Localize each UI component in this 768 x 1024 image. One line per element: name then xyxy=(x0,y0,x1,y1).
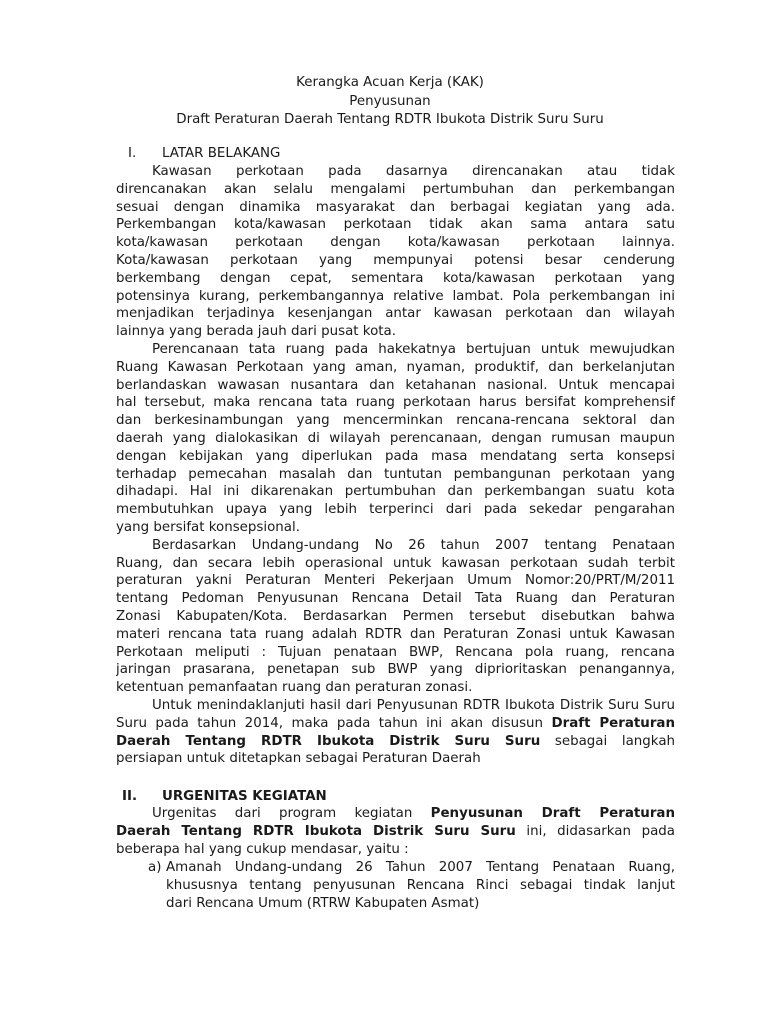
text-run: materi rencana tata ruang adalah RDTR dan Peraturan Zonasi untuk Kawasan xyxy=(116,626,675,642)
text-run: sesuai dengan dinamika masyarakat dan berbagai kegiatan yang ada. xyxy=(116,199,675,215)
text-run: kota/kawasan perkotaan dengan kota/kawasan perkotaan lainnya. xyxy=(116,235,675,251)
text-run: berlandaskan wawasan nusantara dan ketahanan nasional. Untuk mencapai xyxy=(116,377,675,393)
text-line xyxy=(116,590,675,608)
title-line-kak: Kerangka Acuan Kerja (KAK) xyxy=(296,75,484,90)
text-line xyxy=(116,288,675,306)
text-run: persiapan untuk ditetapkan sebagai Peraturan Daerah xyxy=(116,751,481,767)
text-run: Zonasi Kabupaten/Kota. Berdasarkan Permen tersebut disebutkan bahwa xyxy=(116,608,675,624)
text-line xyxy=(116,341,675,359)
text-line xyxy=(116,501,675,519)
text-line xyxy=(116,234,675,252)
section-title: LATAR BELAKANG xyxy=(162,146,281,161)
text-line xyxy=(116,626,675,644)
title-line-penyusunan: Penyusunan xyxy=(349,93,431,109)
title-line-draft: Draft Peraturan Daerah Tentang RDTR Ibukota Distrik Suru Suru xyxy=(176,112,604,127)
text-line xyxy=(116,572,675,590)
text-line: Amanah Undang-undang 26 Tahun 2007 Tentang Penataan Ruang, xyxy=(166,860,675,875)
text-line xyxy=(116,608,675,626)
section-body-latar-belakang xyxy=(116,163,675,768)
text-line xyxy=(116,270,675,288)
text-line xyxy=(116,483,675,501)
text-run: Berdasarkan Undang-undang No 26 tahun 2007 tentang Penataan xyxy=(152,537,675,553)
text-run: berkembang dengan cepat, sementara kota/kawasan perkotaan yang xyxy=(116,270,675,286)
text-line xyxy=(116,466,675,484)
list-item-label: a) xyxy=(148,860,162,875)
text-run: Ruang Kawasan Perkotaan yang aman, nyaman, produktif, dan berkelanjutan xyxy=(116,359,675,375)
text-line xyxy=(116,163,675,181)
text-run: Ruang, dan secara lebih operasional untuk kawasan perkotaan sudah terbit xyxy=(116,555,675,571)
text-line: khususnya tentang penyusunan Rencana Rinci sebagai tindak lanjut xyxy=(166,877,675,893)
text-line xyxy=(116,733,675,751)
text-run: yang bersifat konsepsional. xyxy=(116,519,300,535)
text-run: peraturan yakni Peraturan Menteri Pekerjaan Umum Nomor:20/PRT/M/2011 xyxy=(116,573,675,589)
text-run: menjadikan terjadinya kesenjangan antar kawasan perkotaan dan wilayah xyxy=(116,306,675,322)
text-run: dihadapi. Hal ini dikarenakan pertumbuhan dan perkembangan suatu kota xyxy=(116,484,675,500)
text-run: dan berkesinambungan yang mencerminkan rencana-rencana sektoral dan xyxy=(116,413,675,429)
text-run: hal tersebut, maka rencana tata ruang perkotaan harus bersifat komprehensif xyxy=(116,395,675,411)
text-line xyxy=(116,715,675,733)
text-run: ketentuan pemanfaatan ruang dan peraturan zonasi. xyxy=(116,680,473,696)
text-run: Urgenitas dari program kegiatan xyxy=(152,806,431,821)
text-run: tentang Pedoman Penyusunan Rencana Detail Tata Ruang dan Peraturan xyxy=(116,591,675,607)
text-run: dengan kebijakan yang diperlukan pada masa mendatang serta konsepsi xyxy=(116,448,675,464)
text-run: Perkembangan kota/kawasan perkotaan tidak akan sama antara satu xyxy=(116,217,675,233)
text-line xyxy=(116,823,675,841)
section-body-urgenitas xyxy=(116,805,675,858)
text-run: lainnya yang berada jauh dari pusat kota. xyxy=(116,324,396,340)
text-line: dari Rencana Umum (RTRW Kabupaten Asmat) xyxy=(166,895,480,911)
text-line xyxy=(116,216,675,234)
text-line xyxy=(116,448,675,466)
bold-run: Daerah Tentang RDTR Ibukota Distrik Suru Suru xyxy=(116,823,516,839)
text-run: Kota/kawasan perkotaan yang mempunyai potensi besar cenderung xyxy=(116,252,675,268)
text-line xyxy=(116,377,675,395)
text-run: Kawasan perkotaan pada dasarnya direncanakan atau tidak xyxy=(152,164,675,179)
text-line xyxy=(116,394,675,412)
bold-run: Draft Peraturan xyxy=(551,715,675,731)
text-line xyxy=(116,537,675,555)
text-line xyxy=(116,181,675,199)
text-run: sebagai langkah xyxy=(540,733,675,749)
section-number: I. xyxy=(128,146,137,161)
text-line xyxy=(116,199,675,217)
text-run: Untuk menindaklanjuti hasil dari Penyusunan RDTR Ibukota Distrik Suru Suru xyxy=(152,697,675,713)
text-line xyxy=(116,750,675,768)
list-item-text xyxy=(166,859,675,912)
text-line xyxy=(116,359,675,377)
text-line xyxy=(116,519,675,537)
text-run: Perencanaan tata ruang pada hakekatnya bertujuan untuk mewujudkan xyxy=(152,341,675,357)
bold-run: Daerah Tentang RDTR Ibukota Distrik Suru Suru xyxy=(116,733,541,749)
text-run: ini, didasarkan pada xyxy=(515,823,675,839)
text-run: Perkotaan meliputi : Tujuan penataan BWP, Rencana pola ruang, rencana xyxy=(116,644,675,660)
text-line xyxy=(116,430,675,448)
text-run: membutuhkan upaya yang lebih terperinci dari pada sekedar pengarahan xyxy=(116,502,675,518)
text-line xyxy=(116,805,675,823)
text-line xyxy=(116,679,675,697)
text-line xyxy=(116,644,675,662)
document-title xyxy=(90,74,690,130)
text-line xyxy=(116,323,675,341)
text-run: Suru pada tahun 2014, maka pada tahun ini akan disusun xyxy=(116,715,552,731)
text-run: direncanakan akan selalu mengalami pertumbuhan dan perkembangan xyxy=(116,181,675,197)
text-run: daerah yang dialokasikan di wilayah perencanaan, dengan rumusan maupun xyxy=(116,430,675,446)
text-run: jaringan prasarana, penetapan sub BWP yang diprioritaskan penangannya, xyxy=(116,662,675,678)
section-number: II. xyxy=(122,789,138,804)
text-run: terhadap pemecahan masalah dan tuntutan pembangunan perkotaan yang xyxy=(116,466,675,482)
bold-run: Penyusunan Draft Peraturan xyxy=(430,806,675,821)
text-line xyxy=(116,305,675,323)
text-line xyxy=(116,412,675,430)
section-title: URGENITAS KEGIATAN xyxy=(162,789,327,804)
text-line xyxy=(116,841,675,859)
text-run: potensinya kurang, perkembangannya relative lambat. Pola perkembangan ini xyxy=(116,288,675,304)
text-line xyxy=(116,252,675,270)
text-run: beberapa hal yang cukup mendasar, yaitu : xyxy=(116,841,409,857)
text-line xyxy=(116,697,675,715)
text-line xyxy=(116,661,675,679)
text-line xyxy=(116,555,675,573)
